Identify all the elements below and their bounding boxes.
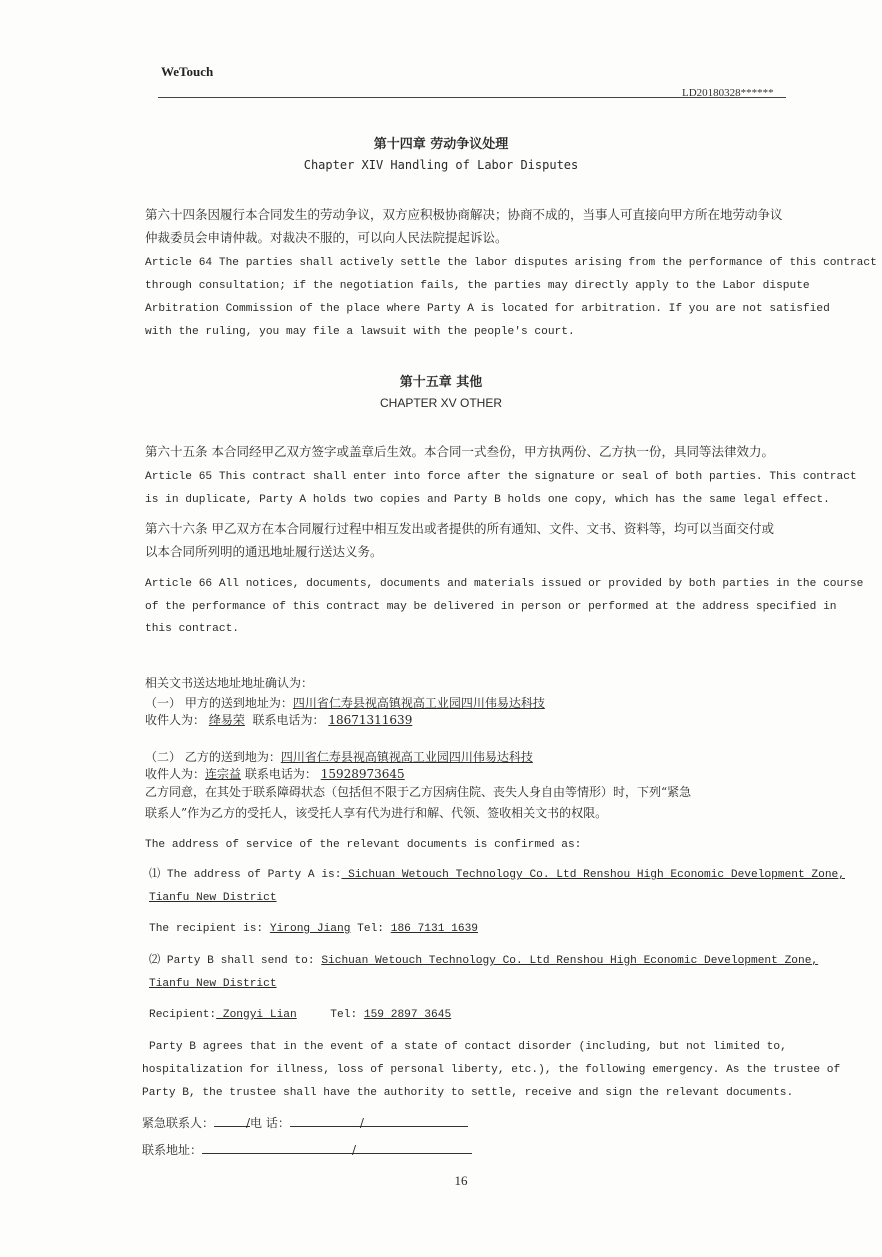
party-b-tel-value: 15928973645 <box>320 767 405 781</box>
party-a-address-value: 四川省仁寿县视高镇视高工业园四川伟易达科技 <box>292 696 545 710</box>
agreement-en-line1: Party B agrees that in the event of a state of contact disorder (including, but not limited to, <box>149 1041 787 1053</box>
party-a-address-en-label: ⑴ The address of Party A is: <box>149 869 342 881</box>
article66-cn-line2: 以本合同所列明的通迅地址履行送达义务。 <box>145 544 383 559</box>
header-divider <box>158 97 786 98</box>
party-a-address-en-value: Sichuan Wetouch Technology Co. Ltd Renshou High Economic Development Zone, <box>341 869 845 881</box>
party-a-recipient-label: 收件人为： <box>145 713 206 727</box>
chapter14-title-cn: 第十四章 劳动争议处理 <box>373 137 509 152</box>
party-a-recipient-en <box>149 918 478 941</box>
party-a-recipient-cn <box>145 711 412 729</box>
party-b-address-cn <box>145 748 533 766</box>
party-b-recipient-en-label: Recipient: <box>149 1009 217 1021</box>
article65-cn: 第六十五条 本合同经甲乙双方签字或盖章后生效。本合同一式叁份，甲方执两份、乙方执一份，具同等法律效力。 <box>145 444 774 459</box>
party-b-address-en-line2 <box>149 973 277 996</box>
article64-en-line1: Article 64 The parties shall actively settle the labor disputes arising from the performance of this contract <box>145 257 877 269</box>
party-b-address-en <box>149 950 818 973</box>
party-b-recipient-en-name: Zongyi Lian <box>216 1009 297 1021</box>
article65-en-line2: is in duplicate, Party A holds two copies and Party B holds one copy, which has the same legal effect. <box>145 494 830 506</box>
party-a-address-en-line2 <box>149 887 277 910</box>
address-confirm-en: The address of service of the relevant documents is confirmed as: <box>145 839 582 851</box>
party-b-recipient-name: 连宗益 <box>205 767 242 781</box>
party-b-address-en-district: Tianfu New District <box>149 978 277 990</box>
emergency-contact-row <box>142 1114 468 1132</box>
party-a-address-en-district: Tianfu New District <box>149 892 277 904</box>
article64-en-line3: Arbitration Commission of the place where Party A is located for arbitration. If you are not satisfied <box>145 303 830 315</box>
emergency-phone-value: / <box>359 1116 364 1130</box>
party-a-address-label: （一） 甲方的送到地址为： <box>145 696 293 710</box>
party-b-address-label: （二） 乙方的送到地为： <box>145 750 281 764</box>
chapter14-title-en: Chapter XIV Handling of Labor Disputes <box>303 158 579 172</box>
party-a-tel-en-label: Tel: <box>350 923 391 935</box>
article66-en-line3: this contract. <box>145 623 239 635</box>
emergency-contact-value: / <box>245 1116 251 1130</box>
article64-cn-line1: 第六十四条因履行本合同发生的劳动争议，双方应积极协商解决；协商不成的，当事人可直接向甲方所在地劳动争议 <box>145 207 783 222</box>
party-a-recipient-en-label: The recipient is: <box>149 923 270 935</box>
chapter15-title-en: CHAPTER XV OTHER <box>379 396 502 410</box>
party-a-recipient-en-name: Yirong Jiang <box>269 923 351 935</box>
party-a-address-en <box>149 864 845 887</box>
emergency-address-label: 联系地址： <box>142 1143 203 1157</box>
party-b-recipient-cn <box>145 765 405 783</box>
article66-en-line2: of the performance of this contract may be delivered in person or performed at the address specified in <box>145 601 837 613</box>
party-a-tel-label: 联系电话为： <box>252 713 325 727</box>
consent-cn-line1: 乙方同意，在其处于联系障碍状态（包括但不限于乙方因病住院、丧失人身自由等情形）时，下列“紧急 <box>145 785 692 799</box>
party-b-tel-label: 联系电话为： <box>244 767 317 781</box>
party-a-recipient-name: 绛易荣 <box>208 713 245 727</box>
emergency-address-row <box>142 1141 472 1159</box>
header-brand: WeTouch <box>161 64 214 79</box>
emergency-address-value: / <box>352 1143 357 1157</box>
party-a-address-cn <box>145 694 545 712</box>
party-b-address-en-value: Sichuan Wetouch Technology Co. Ltd Renshou High Economic Development Zone, <box>321 955 819 967</box>
party-b-tel-en-label: Tel: <box>330 1009 364 1021</box>
agreement-en-line2: hospitalization for illness, loss of personal liberty, etc.), the following emergency. As the trustee of <box>142 1064 841 1076</box>
party-b-recipient-en <box>149 1004 451 1027</box>
article66-en-line1: Article 66 All notices, documents, documents and materials issued or provided by both parties in the course <box>145 578 864 590</box>
article64-en-line2: through consultation; if the negotiation fails, the parties may directly apply to the Labor dispute <box>145 280 810 292</box>
emergency-phone-label: 电 话： <box>250 1116 290 1130</box>
party-a-tel-en-value: 186 7131 1639 <box>390 923 479 935</box>
emergency-address-field[interactable] <box>202 1141 472 1157</box>
article64-en-line4: with the ruling, you may file a lawsuit with the people's court. <box>145 326 575 338</box>
chapter15-title-cn: 第十五章 其他 <box>399 375 483 390</box>
document-code: LD20180328****** <box>682 87 774 99</box>
party-b-recipient-label: 收件人为： <box>145 767 206 781</box>
article66-cn-line1: 第六十六条 甲乙双方在本合同履行过程中相互发出或者提供的所有通知、文件、文书、资料等，均可以当面交付或 <box>145 521 774 536</box>
emergency-contact-field[interactable] <box>214 1114 251 1130</box>
address-confirm-cn: 相关文书送达地址地址确认为： <box>145 676 314 690</box>
party-a-tel-value: 18671311639 <box>328 713 413 727</box>
party-b-address-en-label: ⑵ Party B shall send to: <box>149 955 322 967</box>
emergency-contact-label: 紧急联系人： <box>142 1116 215 1130</box>
article64-cn-line2: 仲裁委员会申请仲裁。对裁决不服的，可以向人民法院提起诉讼。 <box>145 230 508 245</box>
agreement-en-line3: Party B, the trustee shall have the authority to settle, receive and sign the relevant documents. <box>142 1087 794 1099</box>
page-number: 16 <box>454 1173 468 1188</box>
party-b-tel-en-value: 159 2897 3645 <box>363 1009 452 1021</box>
emergency-phone-field[interactable] <box>290 1114 468 1130</box>
party-b-address-value: 四川省仁寿县视高镇视高工业园四川伟易达科技 <box>280 750 533 764</box>
article65-en-line1: Article 65 This contract shall enter into force after the signature or seal of both parties. This contract <box>145 471 857 483</box>
consent-cn-line2: 联系人”作为乙方的受托人，该受托人享有代为进行和解、代领、签收相关文书的权限。 <box>145 806 608 820</box>
